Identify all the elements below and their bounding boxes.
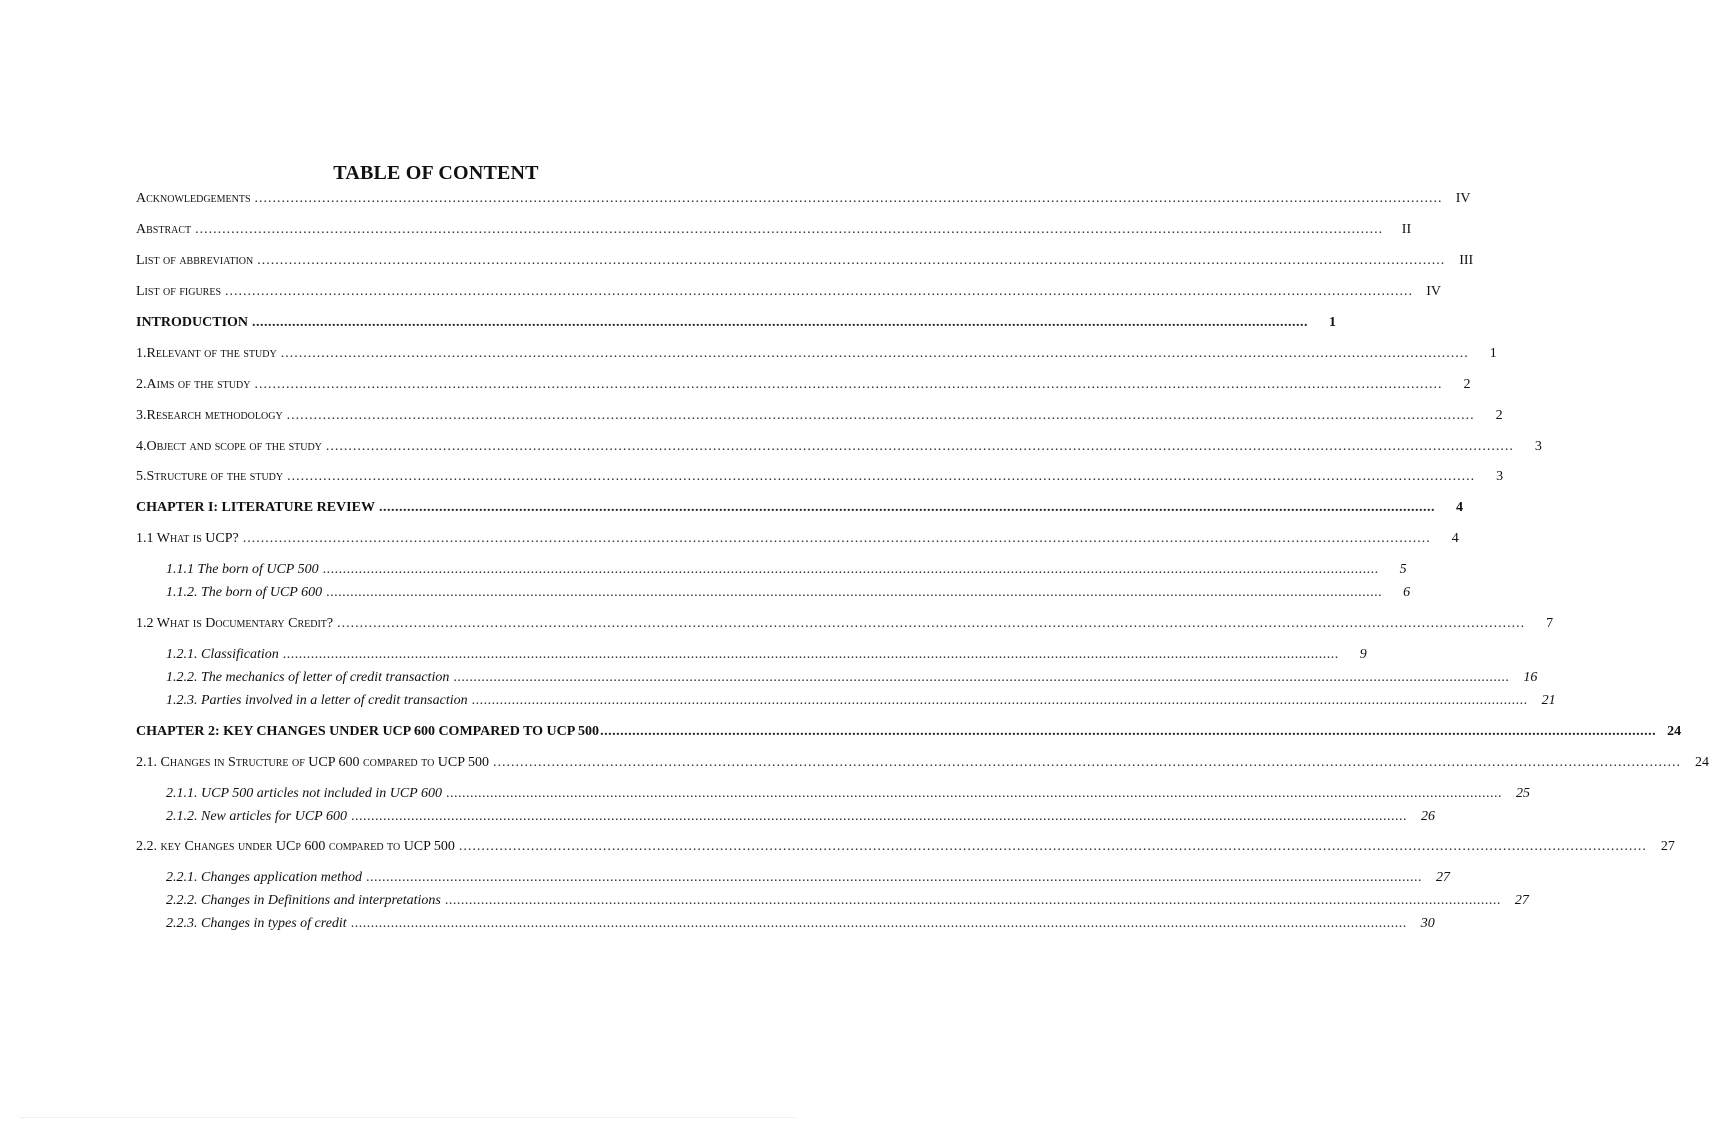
dot-leader: ........................................................................................................................................................................................................................................................................ [453, 670, 1510, 685]
toc-entry-number: 3. [136, 408, 147, 423]
dot-leader: ........................................................................................................................................................................................................................................................................ [252, 315, 1309, 330]
toc-entry-label: Relevant of the study [146, 346, 277, 361]
dot-leader: ........................................................................................................................................................................................................................................................................ [280, 346, 1469, 361]
toc-entry-changes-in-types-of-credit[interactable] [166, 913, 1435, 933]
toc-entry-label: 1.2.1. Classification [166, 647, 279, 662]
toc-entry-page: 9 [1359, 647, 1367, 662]
dot-leader: ........................................................................................................................................................................................................................................................................ [225, 284, 1414, 299]
toc-entry-relevant-of-the-study[interactable] [136, 343, 1497, 363]
toc-entry-list-of-abbreviation[interactable] [136, 250, 1474, 270]
toc-entry-page: 27 [1436, 870, 1450, 885]
toc-entry-label: 1.2 What is Documentary Credit? [136, 616, 334, 631]
toc-entry-label: Acknowledgements [136, 191, 251, 206]
toc-entry-page: 16 [1523, 670, 1538, 685]
toc-entry-label: 2.1.1. UCP 500 articles not included in UCP 600 [166, 786, 442, 801]
toc-entry-research-methodology[interactable] [136, 405, 1503, 425]
dot-leader: ........................................................................................................................................................................................................................................................................ [286, 408, 1475, 423]
toc-entry-page: 24 [1695, 755, 1709, 770]
toc-entry-parties-involved[interactable] [166, 690, 1556, 710]
toc-entry-born-of-ucp-500[interactable] [166, 559, 1407, 579]
toc-entry-page: 30 [1420, 916, 1435, 931]
dot-leader: ........................................................................................................................................................................................................................................................................ [350, 916, 1407, 931]
toc-entry-page: 27 [1514, 893, 1529, 908]
toc-entry-page: 21 [1541, 693, 1556, 708]
dot-leader: ........................................................................................................................................................................................................................................................................ [445, 786, 1502, 801]
toc-entry-label: Research methodology [146, 408, 283, 423]
toc-entry-label: CHAPTER I: LITERATURE REVIEW [136, 500, 375, 515]
toc-entry-page: 26 [1420, 809, 1435, 824]
toc-entry-page: 6 [1403, 585, 1411, 600]
toc-entry-aims-of-the-study[interactable] [136, 374, 1471, 394]
toc-entry-acknowledgements[interactable] [136, 188, 1471, 208]
toc-entry-page: 2 [1495, 408, 1503, 423]
dot-leader: ........................................................................................................................................................................................................................................................................ [322, 562, 1379, 577]
toc-entry-label: 2.2.3. Changes in types of credit [166, 916, 347, 931]
toc-entry-page: III [1459, 253, 1474, 268]
toc-entry-changes-application-method[interactable] [166, 867, 1450, 887]
dot-leader: ........................................................................................................................................................................................................................................................................ [366, 870, 1422, 885]
toc-entry-page: 4 [1455, 500, 1463, 515]
toc-entry-label: 1.2.3. Parties involved in a letter of credit transaction [166, 693, 468, 708]
dot-leader: ........................................................................................................................................................................................................................................................................ [378, 500, 1435, 515]
dot-leader: ........................................................................................................................................................................................................................................................................ [254, 377, 1443, 392]
toc-entry-page: 7 [1546, 616, 1554, 631]
page-bottom-rule [20, 1117, 796, 1118]
toc-entry-number: 4. [136, 439, 147, 454]
toc-entry-abstract[interactable] [136, 219, 1412, 239]
toc-entry-ucp500-articles-not-included[interactable] [166, 783, 1530, 803]
toc-entry-key-changes-under-ucp600[interactable] [136, 836, 1675, 856]
dot-leader: ........................................................................................................................................................................................................................................................................ [350, 809, 1407, 824]
toc-entry-what-is-ucp[interactable] [136, 528, 1459, 548]
toc-entry-page: II [1401, 222, 1412, 237]
dot-leader: ........................................................................................................................................................................................................................................................................ [254, 191, 1443, 206]
dot-leader: ........................................................................................................................................................................................................................................................................ [326, 585, 1383, 600]
toc-entry-page: IV [1455, 191, 1471, 206]
toc-entry-list-of-figures[interactable] [136, 281, 1442, 301]
toc-entry-page: 3 [1496, 469, 1504, 484]
toc-entry-born-of-ucp-600[interactable] [166, 582, 1411, 602]
toc-entry-label: Abstract [136, 222, 192, 237]
toc-entry-label: 1.2.2. The mechanics of letter of credit transaction [166, 670, 450, 685]
dot-leader: ........................................................................................................................................................................................................................................................................ [257, 253, 1446, 268]
dot-leader: ........................................................................................................................................................................................................................................................................ [471, 693, 1528, 708]
toc-entry-number: 5. [136, 469, 147, 484]
toc-entry-page: 2 [1463, 377, 1471, 392]
toc-entry-page: 25 [1515, 786, 1530, 801]
toc-entry-introduction[interactable] [136, 312, 1337, 332]
dot-leader: ........................................................................................................................................................................................................................................................................ [337, 616, 1526, 631]
toc-entry-label: 2.2. key Changes under UCp 600 compared to UCP 500 [136, 839, 455, 854]
toc-entry-label: 2.1. Changes in Structure of UCP 600 compared to UCP 500 [136, 755, 490, 770]
toc-entry-new-articles-ucp600[interactable] [166, 806, 1435, 826]
toc-entry-mechanics-of-lc[interactable] [166, 667, 1538, 687]
toc-entry-label: List of figures [136, 284, 222, 299]
toc-entry-page: 24 [1667, 724, 1682, 739]
toc-entry-label: Object and scope of the study [146, 439, 322, 454]
toc-entry-label: 1.1.1 The born of UCP 500 [166, 562, 319, 577]
toc-entry-changes-in-structure[interactable] [136, 752, 1709, 772]
toc-entry-structure-of-the-study[interactable] [136, 466, 1504, 486]
dot-leader: ........................................................................................................................................................................................................................................................................ [282, 647, 1339, 662]
toc-entry-what-is-documentary-credit[interactable] [136, 613, 1554, 633]
toc-entry-label: 2.2.1. Changes application method [166, 870, 362, 885]
toc-entry-label: Structure of the study [146, 469, 284, 484]
dot-leader: ........................................................................................................................................................................................................................................................................ [493, 755, 1682, 770]
toc-entry-page: 3 [1534, 439, 1542, 454]
toc-entry-classification[interactable] [166, 644, 1367, 664]
dot-leader: ........................................................................................................................................................................................................................................................................ [458, 839, 1647, 854]
toc-entry-chapter-1[interactable] [136, 497, 1463, 517]
toc-entry-page: 27 [1660, 839, 1675, 854]
toc-entry-label: 1.1.2. The born of UCP 600 [166, 585, 323, 600]
dot-leader: ........................................................................................................................................................................................................................................................................ [242, 531, 1431, 546]
toc-entry-number: 2. [136, 377, 147, 392]
toc-entry-label: CHAPTER 2: KEY CHANGES UNDER UCP 600 COMPARED TO UCP 500 [136, 724, 600, 739]
toc-entry-page: 1 [1329, 315, 1337, 330]
toc-entry-chapter-2[interactable] [136, 721, 1682, 741]
toc-entry-page: 1 [1489, 346, 1497, 361]
toc-entry-label: 2.2.2. Changes in Definitions and interpretations [166, 893, 441, 908]
dot-leader: ........................................................................................................................................................................................................................................................................ [325, 439, 1514, 454]
page-title: TABLE OF CONTENT [333, 162, 539, 184]
toc-entry-label: 2.1.2. New articles for UCP 600 [166, 809, 347, 824]
toc-entry-number: 1. [136, 346, 147, 361]
toc-entry-object-and-scope[interactable] [136, 436, 1542, 456]
dot-leader: ........................................................................................................................................................................................................................................................................ [287, 469, 1476, 484]
toc-entry-page: 5 [1399, 562, 1407, 577]
toc-entry-changes-in-definitions[interactable] [166, 890, 1529, 910]
toc-entry-label: List of abbreviation [136, 253, 254, 268]
toc-entry-page: 4 [1451, 531, 1459, 546]
dot-leader: ........................................................................................................................................................................................................................................................................ [195, 222, 1384, 237]
toc-entry-label: Aims of the study [146, 377, 251, 392]
dot-leader: ........................................................................................................................................................................................................................................................................ [600, 724, 1657, 739]
toc-entry-label: 1.1 What is UCP? [136, 531, 239, 546]
dot-leader: ........................................................................................................................................................................................................................................................................ [444, 893, 1501, 908]
toc-entry-page: IV [1426, 284, 1442, 299]
toc-entry-label: INTRODUCTION [136, 315, 249, 330]
